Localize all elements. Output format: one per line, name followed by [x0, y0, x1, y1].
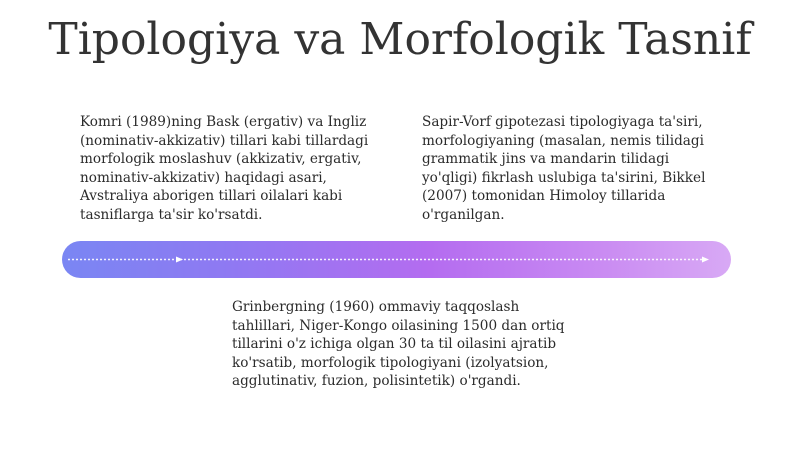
- arrowhead-icon: [702, 257, 709, 263]
- slide-title: Tipologiya va Morfologik Tasnif: [48, 14, 752, 65]
- timeline-arrow: [62, 241, 731, 278]
- text-block-greenberg: Grinbergning (1960) ommaviy taqqoslash tahlillari, Niger-Kongo oilasining 1500 dan ortiq tillarini o'z ichiga olgan 30 ta til oilasini ajratib ko'rsatib, morfologik tipologiyani (izolyatsion, agglutinativ, fuzion, polisintetik) o'rgandi.: [232, 299, 565, 389]
- timeline-bar: [62, 241, 731, 278]
- arrowhead-icon: [176, 257, 183, 263]
- text-block-sapir-whorf: Sapir-Vorf gipotezasi tipologiyaga ta'siri, morfologiyaning (masalan, nemis tilidagi grammatik jins va mandarin tilidagi yo'qligi) fikrlash uslubiga ta'sirini, Bikkel (2007) tomonidan Himoloy tillarida o'rganilgan.: [422, 114, 706, 223]
- text-block-comrie: Komri (1989)ning Bask (ergativ) va Ingliz (nominativ-akkizativ) tillari kabi tillardagi morfologik moslashuv (akkizativ, ergativ, nominativ-akkizativ) haqidagi asari, Avstraliya aborigen tillari oilalari kabi tasniflarga ta'sir ko'rsatdi.: [80, 114, 369, 223]
